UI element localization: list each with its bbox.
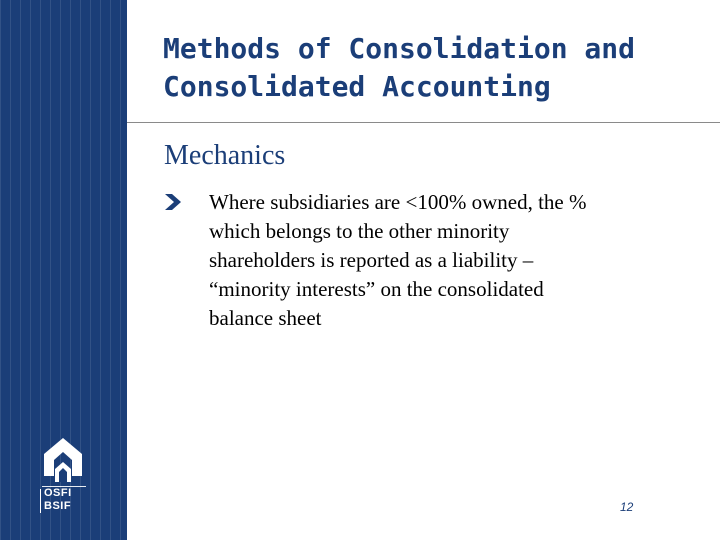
bullet-line: balance sheet <box>209 306 322 330</box>
sidebar <box>0 0 127 540</box>
osfi-logo-icon <box>38 436 88 484</box>
chevron-right-icon <box>164 193 184 211</box>
logo-line-1: OSFI <box>44 487 72 499</box>
logo-wordmark <box>44 487 88 513</box>
bullet-line: “minority interests” on the consolidated <box>209 277 544 301</box>
logo-line-2: BSIF <box>44 500 72 512</box>
bullet-line: shareholders is reported as a liability – <box>209 248 534 272</box>
bullet-line: Where subsidiaries are <100% owned, the % <box>209 190 587 214</box>
page-number: 12 <box>620 500 634 514</box>
slide-title-line-2: Consolidated Accounting <box>163 70 551 103</box>
slide-title-line-1: Methods of Consolidation and <box>163 32 636 65</box>
slide-subtitle: Mechanics <box>164 140 286 171</box>
bullet-text <box>209 188 649 333</box>
bullet-line: which belongs to the other minority <box>209 219 510 243</box>
title-divider <box>127 122 720 123</box>
slide-title <box>163 30 703 106</box>
